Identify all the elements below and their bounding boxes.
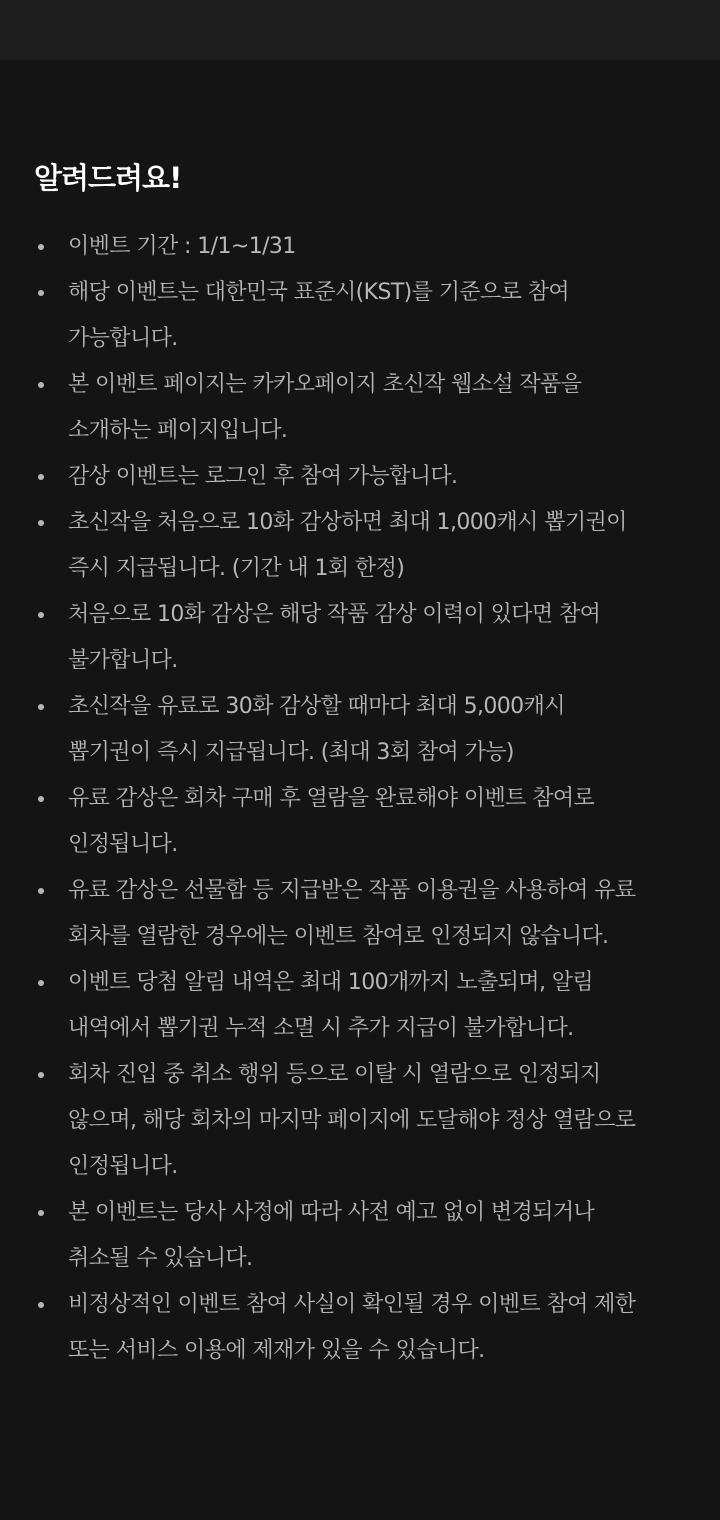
notice-item [0,500,720,592]
bullet-icon [38,290,44,296]
notice-line: 본 이벤트는 당사 사정에 따라 사전 예고 없이 변경되거나 [68,1200,595,1225]
bullet-icon [38,888,44,894]
bullet-icon [38,474,44,480]
notice-item [0,1282,720,1374]
notice-line: 해당 이벤트는 대한민국 표준시(KST)를 기준으로 참여 [68,280,570,305]
notice-line: 않으며, 해당 회차의 마지막 페이지에 도달해야 정상 열람으로 [68,1108,636,1133]
notice-line: 초신작을 유료로 30화 감상할 때마다 최대 5,000캐시 [68,694,565,719]
notice-item [0,362,720,454]
notice-item [0,1052,720,1190]
notice-item [0,270,720,362]
notice-line: 비정상적인 이벤트 참여 사실이 확인될 경우 이벤트 참여 제한 [68,1292,636,1317]
notice-line: 가능합니다. [68,326,178,351]
top-bar [0,0,720,60]
bullet-icon [38,612,44,618]
notice-line: 즉시 지급됩니다. (기간 내 1회 한정) [68,556,405,581]
notice-line: 뽑기권이 즉시 지급됩니다. (최대 3회 참여 가능) [68,740,514,765]
bullet-icon [38,1072,44,1078]
bullet-icon [38,1302,44,1308]
notice-line: 소개하는 페이지입니다. [68,418,288,443]
notice-line: 회차를 열람한 경우에는 이벤트 참여로 인정되지 않습니다. [68,924,609,949]
bullet-icon [38,520,44,526]
notice-line: 이벤트 기간 : 1/1~1/31 [68,234,296,259]
notice-line: 인정됩니다. [68,1154,178,1179]
notice-line: 유료 감상은 선물함 등 지급받은 작품 이용권을 사용하여 유료 [68,878,636,903]
notice-item [0,592,720,684]
bullet-icon [38,1210,44,1216]
notice-line: 유료 감상은 회차 구매 후 열람을 완료해야 이벤트 참여로 [68,786,595,811]
notice-line: 회차 진입 중 취소 행위 등으로 이탈 시 열람으로 인정되지 [68,1062,601,1087]
notice-line: 본 이벤트 페이지는 카카오페이지 초신작 웹소설 작품을 [68,372,582,397]
notice-item [0,224,720,270]
notice-line: 인정됩니다. [68,832,178,857]
notice-line: 취소될 수 있습니다. [68,1246,253,1271]
notice-line: 감상 이벤트는 로그인 후 참여 가능합니다. [68,464,458,489]
notice-item [0,684,720,776]
bullet-icon [38,704,44,710]
notice-item [0,960,720,1052]
notice-section [0,60,720,1520]
bullet-icon [38,980,44,986]
bullet-icon [38,796,44,802]
bullet-icon [38,244,44,250]
notice-item [0,1190,720,1282]
notice-item [0,776,720,868]
notice-line: 초신작을 처음으로 10화 감상하면 최대 1,000캐시 뽑기권이 [68,510,627,535]
bullet-icon [38,382,44,388]
notice-line: 불가합니다. [68,648,178,673]
notice-title: 알려드려요! [34,161,182,195]
notice-line: 내역에서 뽑기권 누적 소멸 시 추가 지급이 불가합니다. [68,1016,574,1041]
notice-line: 또는 서비스 이용에 제재가 있을 수 있습니다. [68,1338,485,1363]
notice-line: 이벤트 당첨 알림 내역은 최대 100개까지 노출되며, 알림 [68,970,594,995]
notice-item [0,868,720,960]
notice-item [0,454,720,500]
notice-line: 처음으로 10화 감상은 해당 작품 감상 이력이 있다면 참여 [68,602,601,627]
notice-list [0,224,720,1374]
